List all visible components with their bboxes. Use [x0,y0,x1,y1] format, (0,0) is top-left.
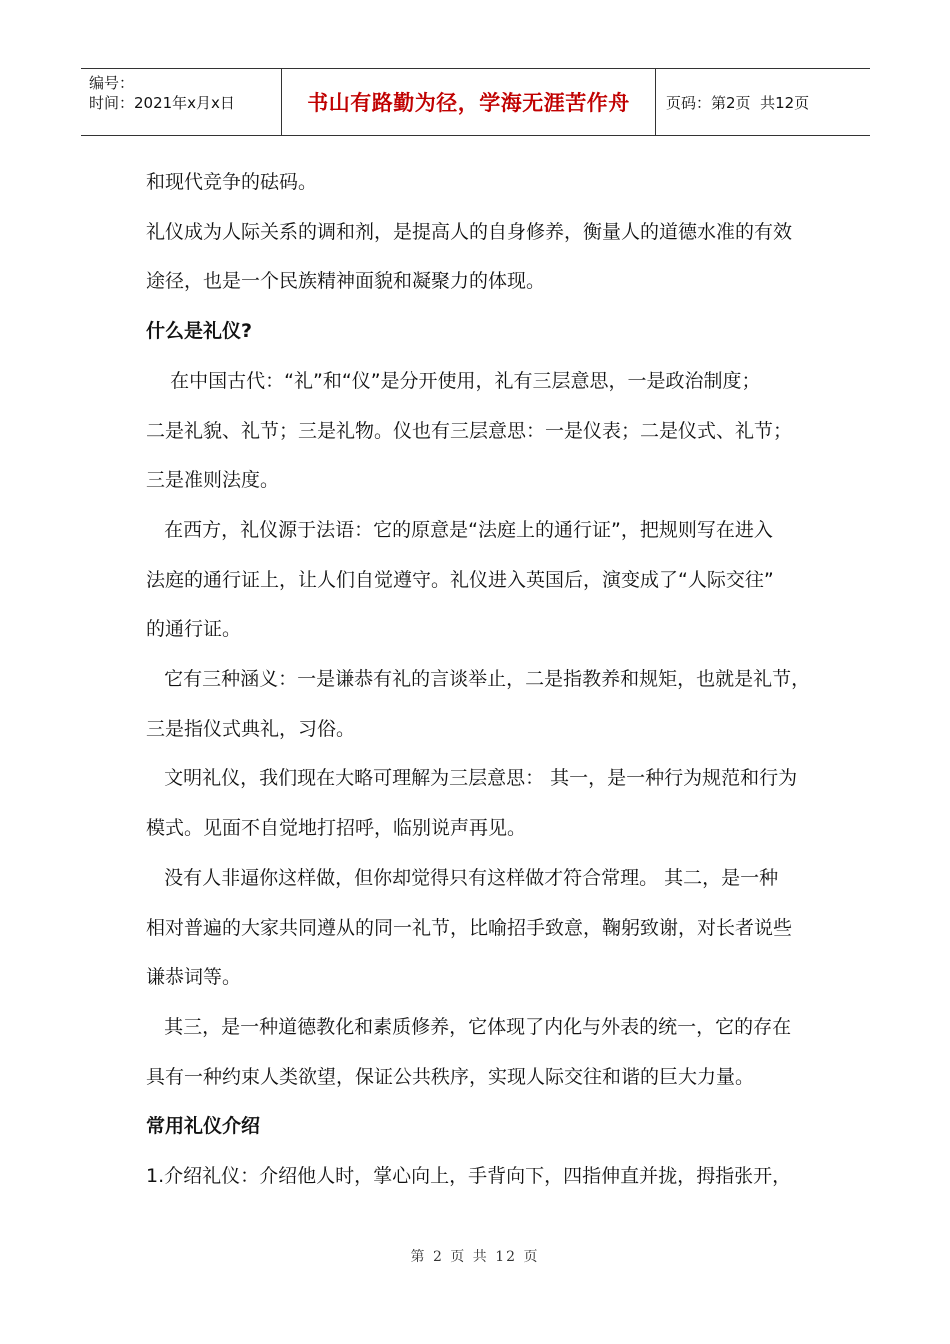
header-page-cell [656,69,870,135]
body-line: 1.介绍礼仪：介绍他人时，掌心向上，手背向下，四指伸直并拢，拇指张开， [146,1165,792,1188]
date-label: 时间：2021年x月x日 [89,94,235,112]
body-line: 在西方，礼仪源于法语：它的原意是“法庭上的通行证”，把规则写在进入 [146,518,773,541]
body-line: 具有一种约束人类欲望，保证公共秩序，实现人际交往和谐的巨大力量。 [146,1065,755,1088]
body-line: 模式。见面不自觉地打招呼，临别说声再见。 [146,817,527,840]
body-line: 相对普遍的大家共同遵从的同一礼节，比喻招手致意，鞠躬致谢，对长者说些 [146,916,793,939]
body-line: 三是指仪式典礼，习俗。 [146,717,356,740]
section-heading: 常用礼仪介绍 [146,1115,261,1138]
body-line: 的通行证。 [146,618,242,641]
body-line: 法庭的通行证上，让人们自觉遵守。礼仪进入英国后，演变成了“人际交往” [146,568,774,591]
document-body [146,158,826,1202]
page-info: 页码：第2页 共12页 [666,93,810,112]
body-line: 其三，是一种道德教化和素质修养，它体现了内化与外表的统一，它的存在 [146,1015,792,1038]
body-line: 在中国古代：“礼”和“仪”是分开使用，礼有三层意思，一是政治制度； [146,369,761,392]
section-heading: 什么是礼仪? [146,320,253,343]
header-motto-cell [282,69,656,135]
body-line: 二是礼貌、礼节；三是礼物。仪也有三层意思：一是仪表；二是仪式、礼节； [146,419,793,442]
page-footer: 第 2 页 共 12 页 [410,1249,540,1265]
body-line: 文明礼仪，我们现在大略可理解为三层意思： 其一，是一种行为规范和行为 [146,767,798,790]
body-line: 谦恭词等。 [146,966,242,989]
body-line: 和现代竞争的砝码。 [146,171,318,193]
body-line: 礼仪成为人际关系的调和剂，是提高人的自身修养，衡量人的道德水准的有效 [146,220,793,243]
body-line: 三是准则法度。 [146,469,280,492]
body-line: 没有人非逼你这样做，但你却觉得只有这样做才符合常理。 其二，是一种 [146,866,779,889]
motto-text: 书山有路勤为径，学海无涯苦作舟 [307,91,630,115]
body-line: 它有三种涵义：一是谦恭有礼的言谈举止，二是指教养和规矩，也就是礼节， [146,668,811,691]
number-label: 编号： [89,74,135,92]
body-line: 途径，也是一个民族精神面貌和凝聚力的体现。 [146,270,546,293]
document-header [81,68,870,136]
header-meta-cell [81,69,282,135]
